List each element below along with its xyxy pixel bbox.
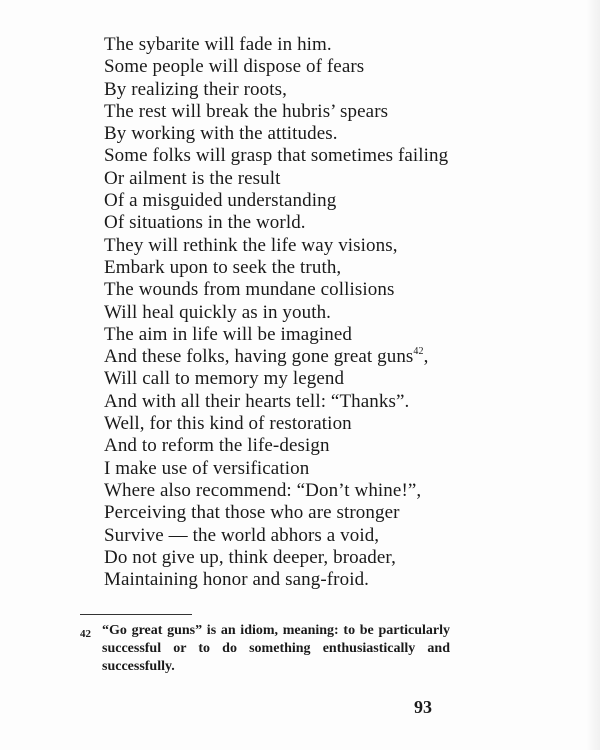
poem-line-with-footnote	[104, 346, 448, 368]
poem-line: I make use of versification	[104, 457, 310, 479]
poem-line: Where also recommend: “Don’t whine!”,	[104, 479, 422, 501]
poem-line: Do not give up, think deeper, broader,	[104, 546, 396, 568]
footnote	[80, 622, 450, 676]
poem-line: The aim in life will be imagined	[104, 323, 353, 345]
poem-line: Will heal quickly as in youth.	[104, 301, 332, 323]
page-edge-shadow	[586, 0, 600, 750]
poem-line: By working with the attitudes.	[104, 123, 338, 145]
poem-line: Some people will dispose of fears	[104, 56, 365, 78]
poem-line: Survive — the world abhors a void,	[104, 524, 380, 546]
poem-line: And to reform the life-design	[104, 435, 330, 457]
poem-line: Well, for this kind of restoration	[104, 413, 352, 435]
poem-line-text: And these folks, having gone great guns	[104, 346, 414, 368]
poem-line: By realizing their roots,	[104, 78, 287, 100]
footnote-divider	[80, 614, 192, 615]
poem-line: The rest will break the hubris’ spears	[104, 100, 389, 122]
page-number: 93	[414, 697, 432, 717]
poem-line: The wounds from mundane collisions	[104, 279, 395, 301]
poem	[104, 34, 448, 591]
poem-line: Of a misguided understanding	[104, 190, 337, 212]
poem-line: Will call to memory my legend	[104, 368, 345, 390]
poem-line: And with all their hearts tell: “Thanks”.	[104, 390, 410, 412]
poem-line: Maintaining honor and sang-froid.	[104, 569, 370, 591]
poem-line: They will rethink the life way visions,	[104, 234, 398, 256]
poem-line: Of situations in the world.	[104, 212, 306, 234]
poem-line: The sybarite will fade in him.	[104, 34, 332, 55]
poem-line-punctuation: ,	[423, 346, 429, 368]
footnote-reference[interactable]: 42	[413, 345, 424, 357]
footnote-number: 42	[80, 628, 91, 640]
footnote-text: “Go great guns” is an idiom, meaning: to be particularly successful or to do something enthusiastically and successfully.	[102, 623, 450, 674]
poem-line: Perceiving that those who are stronger	[104, 502, 400, 524]
poem-line: Some folks will grasp that sometimes failing	[104, 145, 449, 167]
poem-line: Embark upon to seek the truth,	[104, 256, 342, 278]
poem-line: Or ailment is the result	[104, 167, 281, 189]
